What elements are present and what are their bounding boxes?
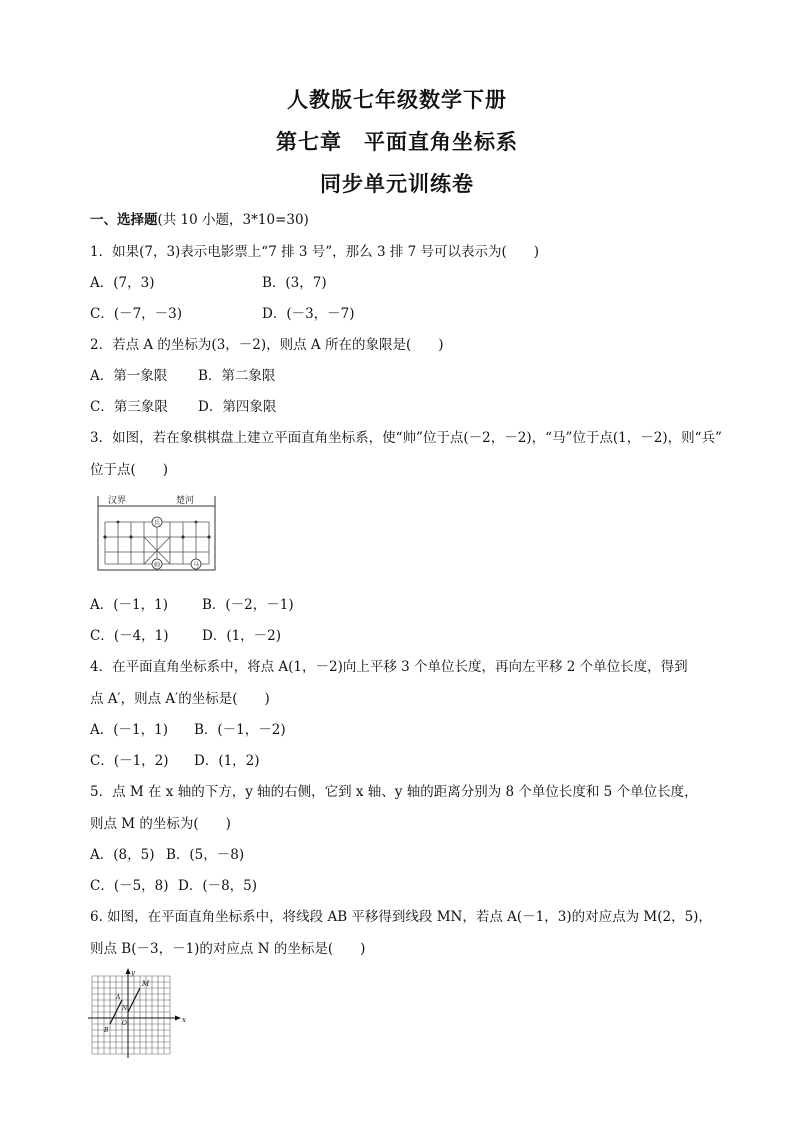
grid-label-b: B xyxy=(104,1027,109,1034)
question-3-stem-line-1: 3．如图，若在象棋棋盘上建立平面直角坐标系，使“帅”位于点(－2，－2)，“马”位于点(1，－2)，则“兵” xyxy=(90,430,722,446)
section-label: 一、选择题 xyxy=(90,212,158,228)
question-3-option-a: A．(－1，1) xyxy=(90,597,168,613)
question-5-option-d: D．(－8，5) xyxy=(178,878,258,894)
svg-text:马: 马 xyxy=(192,562,200,569)
section-note: (共 10 小题，3*10=30) xyxy=(157,212,309,228)
chess-piece-ma xyxy=(191,559,201,569)
grid-label-n: N xyxy=(122,1005,128,1012)
grid-label-m: M xyxy=(142,980,150,988)
question-5-option-b: B．(5，－8) xyxy=(166,847,245,863)
coordinate-grid-figure xyxy=(86,968,196,1060)
question-2-stem: 2．若点 A 的坐标为(3，－2)，则点 A 所在的象限是( ) xyxy=(90,337,444,353)
worksheet-title: 人教版七年级数学下册 xyxy=(287,87,507,112)
question-2-option-d: D．第四象限 xyxy=(198,399,277,415)
question-6-stem-line-1: 6. 如图，在平面直角坐标系中，将线段 AB 平移得到线段 MN，若点 A(－1，3)的对应点为 M(2，5)， xyxy=(90,909,712,925)
chessboard-label-chuhe: 楚河 xyxy=(176,496,195,506)
question-5-stem-line-1: 5．点 M 在 x 轴的下方，y 轴的右侧，它到 x 轴、y 轴的距离分别为 8 个单位长度和 5 个单位长度， xyxy=(90,784,698,800)
svg-text:帅: 帅 xyxy=(153,562,161,569)
grid-label-origin: O xyxy=(122,1020,127,1027)
question-2-option-b: B．第二象限 xyxy=(198,368,276,384)
section-heading xyxy=(90,208,309,228)
chess-piece-shuai xyxy=(152,559,162,569)
question-3-stem-line-2: 位于点( ) xyxy=(90,462,169,478)
grid-label-a: A xyxy=(116,994,121,1001)
chessboard-figure xyxy=(92,492,222,572)
question-3-option-d: D．(1，－2) xyxy=(202,628,282,644)
question-4-stem-line-1: 4．在平面直角坐标系中，将点 A(1，－2)向上平移 3 个单位长度，再向左平移 2 个单位长度，得到 xyxy=(90,659,688,675)
question-4-option-b: B．(－1，－2) xyxy=(194,722,286,738)
question-2-option-c: C．第三象限 xyxy=(90,399,168,415)
question-1-option-c: C．(－7，－3) xyxy=(90,306,183,322)
question-4-option-d: D．(1，2) xyxy=(194,753,260,769)
svg-text:兵: 兵 xyxy=(153,520,161,527)
grid-label-y: y xyxy=(131,969,135,977)
question-5-option-a: A．(8，5) xyxy=(90,847,155,863)
question-4-stem-line-2: 点 A′，则点 A′的坐标是( ) xyxy=(90,691,270,707)
question-4-option-c: C．(－1，2) xyxy=(90,753,169,769)
chapter-title: 第七章 平面直角坐标系 xyxy=(276,129,518,154)
question-5-stem-line-2: 则点 M 的坐标为( ) xyxy=(90,816,231,832)
question-4-option-a: A．(－1，1) xyxy=(90,722,168,738)
question-1-option-d: D．(－3，－7) xyxy=(262,306,355,322)
question-6-stem-line-2: 则点 B(－3，－1)的对应点 N 的坐标是( ) xyxy=(90,941,366,957)
chessboard-label-hanjie: 汉界 xyxy=(108,496,127,506)
question-5-option-c: C．(－5，8) xyxy=(90,878,169,894)
question-1-option-b: B．(3，7) xyxy=(262,275,327,291)
question-1-option-a: A．(7，3) xyxy=(90,275,155,291)
question-3-option-c: C．(－4，1) xyxy=(90,628,169,644)
question-3-option-b: B．(－2，－1) xyxy=(202,597,294,613)
exam-title: 同步单元训练卷 xyxy=(320,171,474,196)
question-1-stem: 1．如果(7，3)表示电影票上“7 排 3 号”，那么 3 排 7 号可以表示为( ) xyxy=(90,244,540,260)
question-2-option-a: A．第一象限 xyxy=(90,368,168,384)
grid-label-x: x xyxy=(182,1016,186,1024)
chess-piece-bing xyxy=(152,517,162,527)
